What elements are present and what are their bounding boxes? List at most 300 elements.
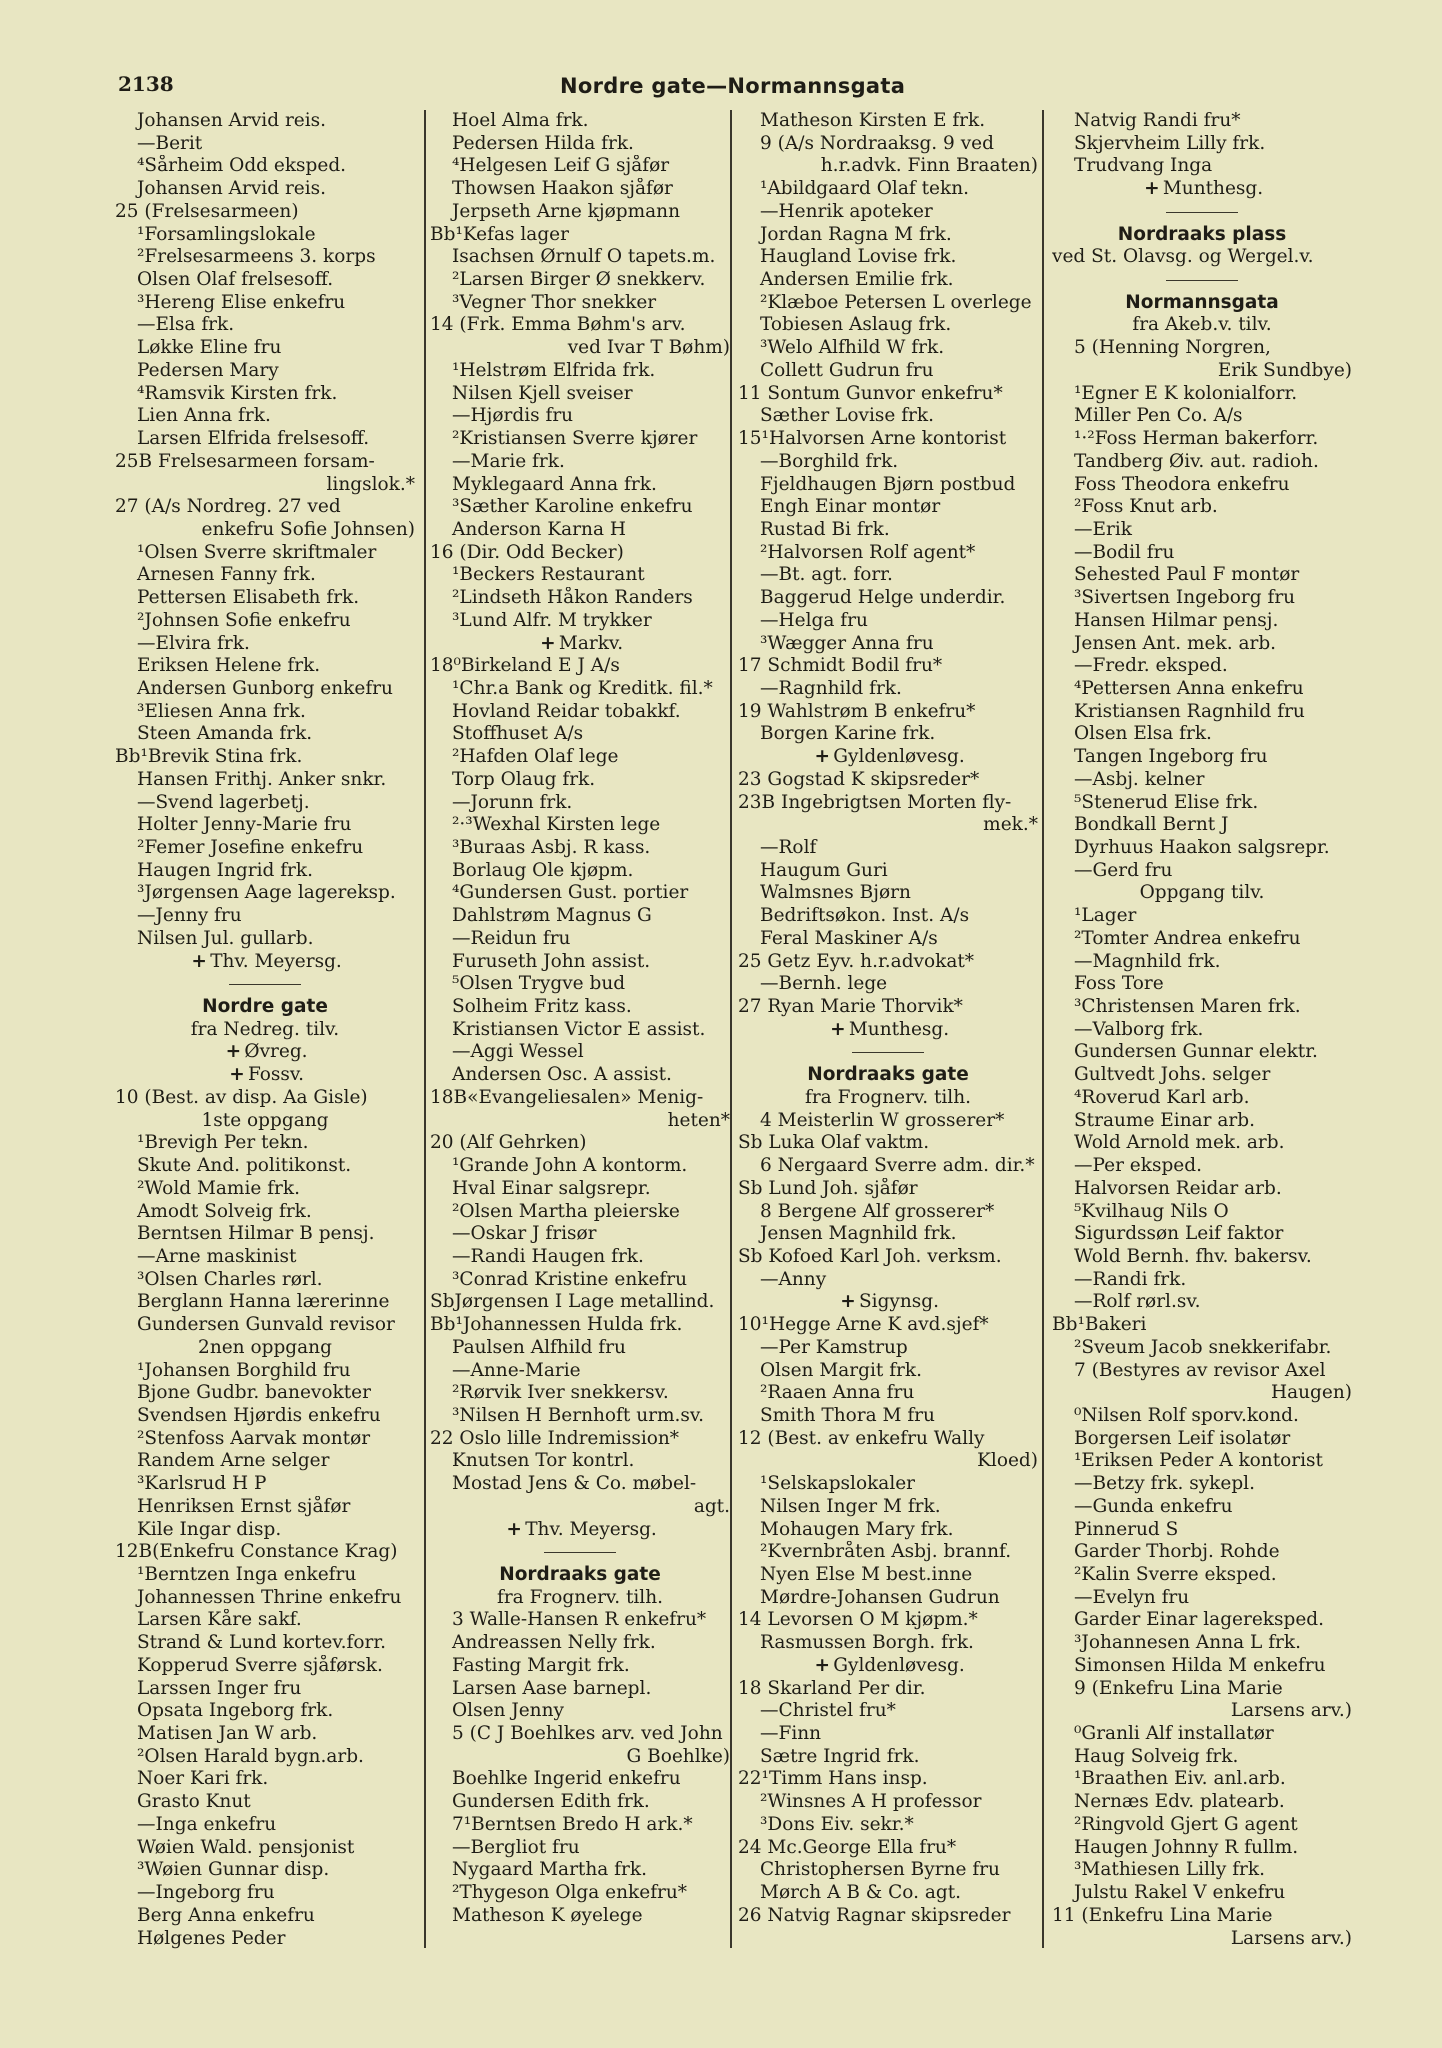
entry-text: Larsens arv.) <box>1230 1927 1352 1949</box>
cross-street-icon: + <box>191 950 207 972</box>
directory-line <box>430 951 730 974</box>
cross-street-icon: + <box>225 1041 242 1063</box>
directory-line <box>1052 428 1352 451</box>
entry-text: Gundersen Gunvald revisor <box>137 1314 395 1336</box>
entry-text: ³Dons Eiv. sekr.* <box>760 1813 914 1835</box>
directory-line <box>738 1246 1038 1269</box>
directory-line <box>115 1496 415 1519</box>
entry-text: 5 (Henning Norgren, <box>1074 337 1271 359</box>
cross-street-icon: + <box>814 746 830 768</box>
directory-line <box>1052 1768 1352 1791</box>
entry-text: Solheim Fritz kass. <box>452 996 632 1018</box>
directory-line <box>430 723 730 746</box>
entry-text: —Asbj. kelner <box>1074 768 1205 790</box>
entry-text: ³Eliesen Anna frk. <box>137 700 306 722</box>
directory-line <box>738 1405 1038 1428</box>
directory-line <box>738 542 1038 565</box>
entry-text: Bb¹Brevik Stina frk. <box>115 746 303 768</box>
directory-line <box>1052 1064 1352 1087</box>
entry-text: Hoel Alma frk. <box>452 110 589 131</box>
directory-line <box>430 155 730 178</box>
entry-text: —Arne maskinist <box>137 1245 297 1267</box>
entry-text: ²Larsen Birger Ø snekkerv. <box>452 269 706 291</box>
directory-line <box>1052 1541 1352 1564</box>
directory-line <box>1052 1019 1352 1042</box>
directory-line <box>115 1269 415 1292</box>
directory-line <box>115 1519 415 1542</box>
directory-line <box>1052 1382 1352 1405</box>
directory-line <box>430 292 730 315</box>
directory-line <box>738 1360 1038 1383</box>
entry-text: Garder Einar lagereksped. <box>1074 1609 1325 1631</box>
directory-line <box>1052 678 1352 701</box>
entry-text: ²Frelsesarmeens 3. korps <box>137 246 376 268</box>
entry-text: ³Buraas Asbj. R kass. <box>452 837 651 858</box>
directory-line <box>115 1382 415 1405</box>
entry-text: Kile Ingar disp. <box>137 1518 282 1540</box>
entry-text: —Inga enkefru <box>137 1813 277 1835</box>
entry-text: ¹Chr.a Bank og Kreditk. fil.* <box>452 677 713 699</box>
entry-text: ¹Grande John A kontorm. <box>452 1155 688 1177</box>
entry-text: Trudvang Inga <box>1074 155 1213 177</box>
entry-text: Berntsen Hilmar B pensj. <box>137 1223 375 1245</box>
entry-text: Furuseth John assist. <box>452 950 651 972</box>
entry-text: —Ragnhild frk. <box>760 677 902 699</box>
directory-line <box>1052 1814 1352 1837</box>
directory-line <box>1052 1360 1352 1383</box>
directory-line <box>1052 814 1352 837</box>
directory-line <box>1052 1587 1352 1610</box>
entry-text: SbJørgensen I Lage metallind. <box>430 1291 715 1313</box>
entry-text: 11 (Enkefru Lina Marie <box>1052 1904 1273 1926</box>
directory-line <box>738 133 1038 156</box>
directory-column-3 <box>738 110 1038 1928</box>
directory-line <box>1052 519 1352 542</box>
entry-text: ²Winsnes A H professor <box>760 1791 982 1813</box>
cross-street-line <box>1052 178 1352 201</box>
directory-line <box>1052 1905 1352 1928</box>
entry-text: Skjervheim Lilly frk. <box>1074 132 1266 154</box>
entry-text: —Randi frk. <box>1074 1268 1187 1290</box>
cross-street-line <box>115 1041 415 1064</box>
entry-text: Wøien Wald. pensjonist <box>137 1836 355 1858</box>
entry-text: Hølgenes Peder <box>137 1927 286 1949</box>
entry-text: ²Femer Josefine enkefru <box>137 837 364 858</box>
cross-street-icon: + <box>840 1291 856 1313</box>
section-rule <box>115 973 415 996</box>
entry-text: 23B Ingebrigtsen Morten fly- <box>738 791 1012 813</box>
entry-text: —Gerd fru <box>1074 859 1173 881</box>
cross-street-icon: + <box>506 1518 522 1540</box>
directory-line <box>430 1041 730 1064</box>
entry-text: agt. <box>693 1495 730 1517</box>
entry-text: —Bergliot fru <box>452 1836 580 1858</box>
entry-text: Borgersen Leif isolatør <box>1074 1427 1291 1449</box>
entry-text: Nordraaks gate <box>807 1064 969 1086</box>
directory-line <box>115 610 415 633</box>
directory-line <box>115 269 415 292</box>
directory-line <box>115 1541 415 1564</box>
directory-line <box>1052 928 1352 951</box>
directory-line <box>1052 1700 1352 1723</box>
entry-text: Rasmussen Borgh. frk. <box>760 1632 974 1654</box>
section-rule <box>430 1541 730 1564</box>
directory-line <box>115 496 415 519</box>
entry-text: ⁴Pettersen Anna enkefru <box>1074 677 1304 699</box>
directory-line <box>1052 1746 1352 1769</box>
entry-text: 18⁰Birkeland E J A/s <box>430 655 620 677</box>
entry-text: —Magnhild frk. <box>1074 950 1221 972</box>
directory-line <box>738 1768 1038 1791</box>
entry-text: 6 Nergaard Sverre adm. dir.* <box>760 1155 1035 1177</box>
entry-text: Sb Lund Joh. sjåfør <box>738 1177 918 1199</box>
directory-line <box>430 905 730 928</box>
directory-line <box>430 814 730 837</box>
entry-text: Nordraaks gate <box>499 1564 661 1585</box>
entry-text: —Ingeborg fru <box>137 1882 275 1904</box>
entry-text: ²Olsen Martha pleierske <box>452 1200 680 1222</box>
directory-line <box>1052 860 1352 883</box>
directory-line <box>430 1882 730 1905</box>
entry-text: Garder Thorbj. Rohde <box>1074 1541 1280 1563</box>
entry-text: ³Hereng Elise enkefru <box>137 291 346 313</box>
directory-line <box>1052 973 1352 996</box>
directory-line <box>1052 701 1352 724</box>
entry-text: Sæther Lovise frk. <box>760 405 934 427</box>
entry-text: Andersen Gunborg enkefru <box>137 677 393 699</box>
directory-line <box>738 1473 1038 1496</box>
directory-line <box>115 1473 415 1496</box>
entry-text: Gundersen Gunnar elektr. <box>1074 1041 1318 1063</box>
entry-text: 23 Gogstad K skipsreder* <box>738 768 980 790</box>
entry-text: —Elsa frk. <box>137 314 235 336</box>
entry-text: 9 (Enkefru Lina Marie <box>1074 1677 1283 1699</box>
directory-line <box>430 792 730 815</box>
directory-line <box>738 1723 1038 1746</box>
directory-line <box>430 587 730 610</box>
directory-line <box>115 1110 415 1133</box>
directory-line <box>115 314 415 337</box>
directory-line <box>738 837 1038 860</box>
directory-line <box>430 1110 730 1133</box>
entry-text: ³Mathiesen Lilly frk. <box>1074 1859 1265 1881</box>
entry-text: 10¹Hegge Arne K avd.sjef* <box>738 1314 989 1336</box>
entry-text: ³Wægger Anna fru <box>760 632 934 654</box>
entry-text: Fasting Margit frk. <box>452 1654 630 1676</box>
entry-text: Paulsen Alfhild fru <box>452 1336 626 1358</box>
entry-text: Lien Anna frk. <box>137 405 271 427</box>
entry-text: ²Halvorsen Rolf agent* <box>760 541 976 563</box>
directory-line <box>115 746 415 769</box>
entry-text: 24 Mc.George Ella fru* <box>738 1836 957 1858</box>
entry-text: ²Foss Knut arb. <box>1074 496 1218 518</box>
directory-line <box>115 1837 415 1860</box>
entry-text: Gyldenløvesg. <box>833 746 965 768</box>
directory-line <box>115 224 415 247</box>
entry-text: 14 Levorsen O M kjøpm.* <box>738 1609 978 1631</box>
entry-text: Sb Luka Olaf vaktm. <box>738 1132 930 1154</box>
entry-text: Kopperud Sverre sjåførsk. <box>137 1654 383 1676</box>
directory-line <box>430 1314 730 1337</box>
entry-text: 12 (Best. av enkefru Wally <box>738 1427 985 1449</box>
directory-line <box>115 519 415 542</box>
entry-text: ²Stenfoss Aarvak montør <box>137 1427 371 1449</box>
directory-line <box>430 1837 730 1860</box>
entry-text: Engh Einar montør <box>760 496 941 518</box>
directory-line <box>1052 655 1352 678</box>
entry-text: enkefru Sofie Johnsen) <box>201 518 415 540</box>
directory-line <box>738 1859 1038 1882</box>
directory-line <box>430 1768 730 1791</box>
entry-text: ⁰Granli Alf installatør <box>1074 1723 1274 1745</box>
directory-line <box>115 905 415 928</box>
directory-line <box>430 882 730 905</box>
entry-text: Olsen Margit frk. <box>760 1359 922 1381</box>
directory-line <box>738 519 1038 542</box>
directory-line <box>738 905 1038 928</box>
entry-text: Walmsnes Bjørn <box>760 882 911 904</box>
entry-text: 3 Walle-Hansen R enkefru* <box>452 1609 707 1631</box>
directory-line <box>115 1087 415 1110</box>
directory-line <box>738 564 1038 587</box>
entry-text: Straume Einar arb. <box>1074 1109 1255 1131</box>
entry-text: Mørch A B & Co. agt. <box>760 1882 962 1904</box>
directory-line <box>115 1768 415 1791</box>
entry-text: Nordre gate <box>202 996 328 1018</box>
entry-text: Svendsen Hjørdis enkefru <box>137 1404 381 1426</box>
entry-text: Berg Anna enkefru <box>137 1904 315 1926</box>
directory-line <box>1052 1678 1352 1701</box>
cross-street-line <box>738 746 1038 769</box>
directory-line <box>738 1837 1038 1860</box>
entry-text: Borlaug Ole kjøpm. <box>452 859 634 881</box>
directory-line <box>430 224 730 247</box>
entry-text: ¹Berntzen Inga enkefru <box>137 1564 357 1585</box>
directory-line <box>1052 360 1352 383</box>
directory-line <box>430 1132 730 1155</box>
entry-text: Smith Thora M fru <box>760 1404 935 1426</box>
directory-line <box>115 1360 415 1383</box>
entry-text: Collett Gudrun fru <box>760 359 934 381</box>
entry-text: Sb Kofoed Karl Joh. verksm. <box>738 1245 1002 1267</box>
directory-line <box>430 519 730 542</box>
entry-text: —Anny <box>760 1268 827 1290</box>
entry-text: Mohaugen Mary frk. <box>760 1518 954 1540</box>
entry-text: Hval Einar salgsrepr. <box>452 1177 651 1199</box>
directory-line <box>1052 837 1352 860</box>
directory-line <box>430 1337 730 1360</box>
entry-text: 5 (C J Boehlkes arv. ved John <box>452 1723 723 1745</box>
entry-text: heten* <box>667 1109 730 1131</box>
directory-line <box>738 1155 1038 1178</box>
directory-line <box>738 246 1038 269</box>
entry-text: 2nen oppgang <box>198 1336 332 1358</box>
directory-line <box>738 1110 1038 1133</box>
entry-text: ⁴Ramsvik Kirsten frk. <box>137 382 338 404</box>
directory-line <box>1052 1405 1352 1428</box>
directory-line <box>1052 1473 1352 1496</box>
entry-text: Hovland Reidar tobakkf. <box>452 700 681 722</box>
cross-street-line <box>738 1291 1038 1314</box>
entry-text: ²Ringvold Gjert G agent <box>1074 1813 1298 1835</box>
directory-line <box>738 155 1038 178</box>
directory-line <box>115 837 415 860</box>
directory-line <box>1052 246 1352 269</box>
entry-text: Haugland Lovise frk. <box>760 246 957 268</box>
entry-text: ²Kalin Sverre eksped. <box>1074 1564 1277 1585</box>
directory-line <box>1052 1337 1352 1360</box>
directory-line <box>115 1609 415 1632</box>
directory-line <box>1052 1837 1352 1860</box>
directory-line <box>1052 1791 1352 1814</box>
entry-text: Matheson K øyelege <box>452 1904 643 1926</box>
directory-line <box>115 178 415 201</box>
directory-line <box>1052 405 1352 428</box>
cross-street-icon: + <box>229 1064 245 1086</box>
entry-text: Larsen Elfrida frelsesoff. <box>137 428 370 450</box>
directory-line <box>1052 1291 1352 1314</box>
directory-line <box>115 1450 415 1473</box>
entry-text: 27 (A/s Nordreg. 27 ved <box>115 496 341 518</box>
entry-text: Feral Maskiner A/s <box>760 927 938 949</box>
column-divider <box>730 110 732 1948</box>
entry-text: Haugen Johnny R fullm. <box>1074 1836 1299 1858</box>
entry-text: ⁴Gundersen Gust. portier <box>452 882 689 904</box>
directory-line <box>738 428 1038 451</box>
entry-text: ³Sivertsen Ingeborg fru <box>1074 587 1296 609</box>
entry-text: Bb¹Bakeri <box>1052 1314 1147 1336</box>
section-heading <box>430 1564 730 1587</box>
directory-line <box>738 496 1038 519</box>
directory-line <box>1052 769 1352 792</box>
entry-text: Pinnerud S <box>1074 1518 1179 1540</box>
directory-line <box>738 269 1038 292</box>
directory-line <box>738 769 1038 792</box>
entry-text: Dyrhuus Haakon salgsrepr. <box>1074 837 1330 858</box>
directory-line <box>1052 1269 1352 1292</box>
directory-line <box>430 1178 730 1201</box>
directory-line <box>1052 723 1352 746</box>
directory-line <box>1052 1087 1352 1110</box>
entry-text: Andersen Emilie frk. <box>760 269 954 291</box>
entry-text: —Aggi Wessel <box>452 1041 584 1063</box>
directory-line <box>430 1428 730 1451</box>
entry-text: Bondkall Bernt J <box>1074 814 1229 836</box>
entry-text: Thowsen Haakon sjåfør <box>452 178 673 200</box>
directory-line <box>430 1269 730 1292</box>
directory-line <box>115 110 415 133</box>
entry-text: ¹Helstrøm Elfrida frk. <box>452 359 656 381</box>
directory-line <box>115 1314 415 1337</box>
directory-line <box>115 337 415 360</box>
entry-text: fra Frognerv. tilh. <box>496 1586 664 1608</box>
entry-text: —Oskar J frisør <box>452 1223 597 1245</box>
directory-line <box>115 451 415 474</box>
directory-line <box>738 224 1038 247</box>
directory-column-2 <box>430 110 730 1928</box>
entry-text: 17 Schmidt Bodil fru* <box>738 655 943 677</box>
directory-line <box>430 1632 730 1655</box>
directory-line <box>115 1928 415 1951</box>
entry-text: 26 Natvig Ragnar skipsreder <box>738 1904 1011 1926</box>
directory-line <box>430 542 730 565</box>
column-divider <box>1042 110 1044 1948</box>
entry-text: Nilsen Jul. gullarb. <box>137 927 314 949</box>
entry-text: ³Vegner Thor snekker <box>452 291 657 313</box>
directory-line <box>115 678 415 701</box>
directory-line <box>115 860 415 883</box>
entry-text: Grasto Knut <box>137 1791 251 1813</box>
directory-line <box>738 973 1038 996</box>
directory-line <box>430 996 730 1019</box>
entry-text: ³Johannesen Anna L frk. <box>1074 1632 1301 1654</box>
entry-text: —Jorunn frk. <box>452 791 573 813</box>
directory-line <box>430 405 730 428</box>
entry-text: ²Olsen Harald bygn.arb. <box>137 1745 364 1767</box>
entry-text: Myklegaard Anna frk. <box>452 473 657 495</box>
directory-line <box>1052 633 1352 656</box>
section-heading <box>738 1064 1038 1087</box>
directory-line <box>738 110 1038 133</box>
directory-line <box>738 655 1038 678</box>
entry-text: Randem Arne selger <box>137 1450 330 1472</box>
directory-line <box>738 1132 1038 1155</box>
entry-text: —Per eksped. <box>1074 1155 1202 1177</box>
entry-text: Anderson Karna H <box>452 518 626 540</box>
entry-text: ⁵Stenerud Elise frk. <box>1074 791 1259 813</box>
directory-line <box>738 292 1038 315</box>
entry-text: —Borghild frk. <box>760 450 899 472</box>
entry-text: Thv. Meyersg. <box>210 950 342 972</box>
directory-line <box>738 1564 1038 1587</box>
entry-text: Arnesen Fanny frk. <box>137 564 316 586</box>
entry-text: Tangen Ingeborg fru <box>1074 746 1268 768</box>
directory-line <box>1052 1496 1352 1519</box>
directory-line <box>1052 951 1352 974</box>
entry-text: —Rolf rørl.sv. <box>1074 1291 1201 1313</box>
entry-text: Noer Kari frk. <box>137 1768 269 1790</box>
entry-text: Nyen Else M best.inne <box>760 1564 973 1585</box>
directory-line <box>738 201 1038 224</box>
directory-line <box>738 337 1038 360</box>
directory-line <box>1052 542 1352 565</box>
directory-line <box>430 1859 730 1882</box>
entry-text: Tobiesen Aslaug frk. <box>760 314 952 336</box>
directory-line <box>430 1655 730 1678</box>
entry-text: —Bt. agt. forr. <box>760 564 893 586</box>
entry-text: Sehested Paul F montør <box>1074 564 1300 586</box>
directory-line <box>430 246 730 269</box>
entry-text: ¹Braathen Eiv. anl.arb. <box>1074 1768 1286 1790</box>
directory-line <box>115 1587 415 1610</box>
cross-street-icon: + <box>830 1018 846 1040</box>
directory-line <box>430 610 730 633</box>
entry-text: Bb¹Kefas lager <box>430 223 569 245</box>
entry-text: Pedersen Hilda frk. <box>452 132 634 154</box>
directory-line <box>115 633 415 656</box>
entry-text: ²Thygeson Olga enkefru* <box>452 1882 688 1904</box>
directory-line <box>738 1178 1038 1201</box>
directory-line <box>115 1246 415 1269</box>
entry-text: Dahlstrøm Magnus G <box>452 905 652 927</box>
entry-text: Kloed) <box>977 1450 1038 1472</box>
entry-text: Wold Bernh. fhv. bakersv. <box>1074 1245 1312 1267</box>
entry-text: 4 Meisterlin W grosserer* <box>760 1109 1005 1131</box>
directory-line <box>430 1360 730 1383</box>
entry-text: Gyldenløvesg. <box>833 1654 965 1676</box>
directory-line <box>115 1678 415 1701</box>
entry-text: Opsata Ingeborg frk. <box>137 1700 334 1722</box>
